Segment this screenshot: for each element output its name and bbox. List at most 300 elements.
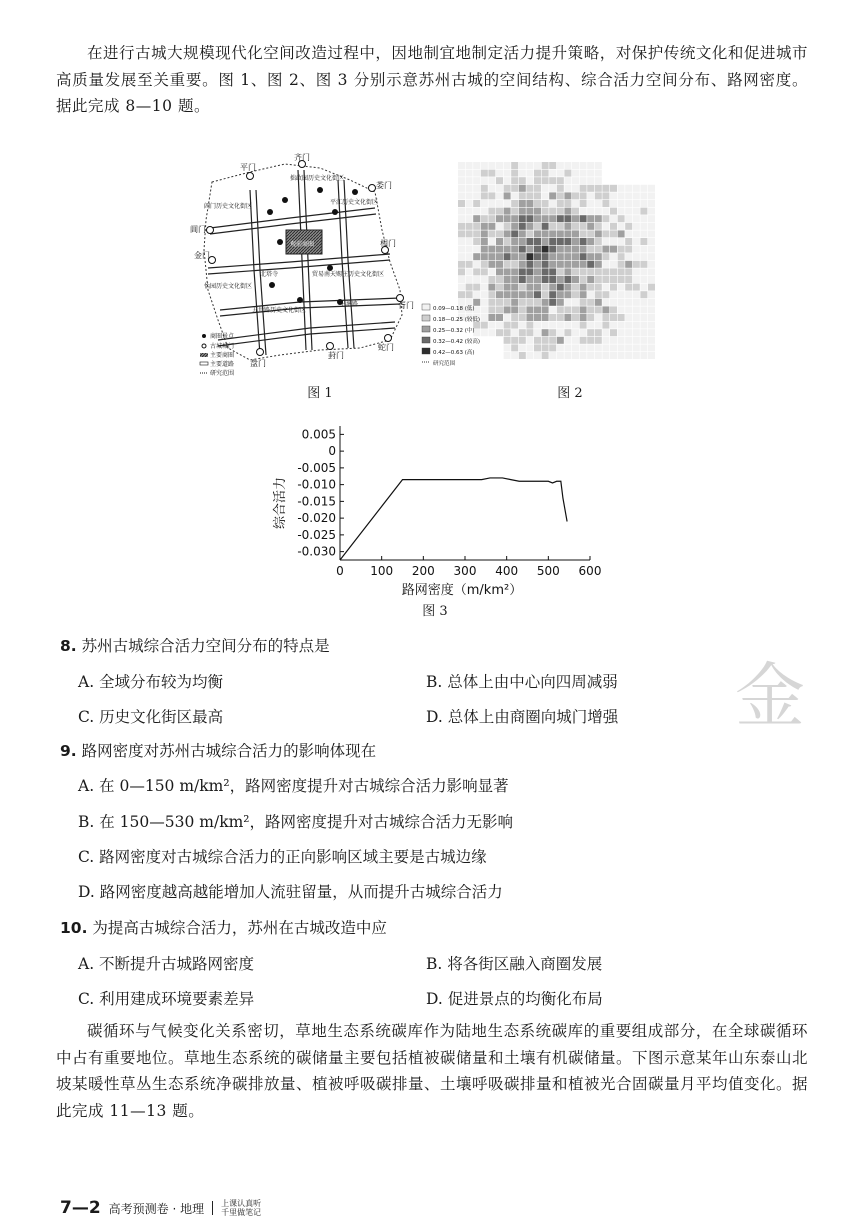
grid-cell <box>587 177 594 184</box>
grid-cell <box>595 238 602 245</box>
grid-cell <box>633 261 640 268</box>
figure-3-chart <box>262 418 602 598</box>
grid-cell <box>542 253 549 260</box>
grid-cell <box>580 230 587 237</box>
grid-cell <box>511 329 518 336</box>
grid-cell <box>633 253 640 260</box>
legend-label: 0.25—0.32 (中) <box>433 328 475 334</box>
grid-cell <box>534 246 541 253</box>
grid-cell <box>602 208 609 215</box>
grid-cell <box>557 200 564 207</box>
grid-cell <box>542 314 549 321</box>
grid-cell <box>466 162 473 169</box>
grid-cell <box>534 162 541 169</box>
grid-cell <box>595 208 602 215</box>
grid-cell <box>648 306 655 313</box>
grid-cell <box>618 337 625 344</box>
grid-cell <box>572 284 579 291</box>
grid-cell <box>633 329 640 336</box>
grid-cell <box>549 185 556 192</box>
grid-cell <box>511 223 518 230</box>
grid-cell <box>496 192 503 199</box>
grid-cell <box>648 208 655 215</box>
grid-cell <box>511 162 518 169</box>
grid-cell <box>602 215 609 222</box>
grid-cell <box>618 185 625 192</box>
grid-cell <box>534 299 541 306</box>
grid-cell <box>466 185 473 192</box>
legend-label: 0.18—0.25 (较低) <box>433 317 481 323</box>
option-c[interactable]: C. 路网密度对古城综合活力的正向影响区域主要是古城边缘 <box>78 848 487 866</box>
grid-cell <box>595 177 602 184</box>
grid-cell <box>640 185 647 192</box>
grid-cell <box>473 261 480 268</box>
grid-cell <box>496 306 503 313</box>
grid-cell <box>473 230 480 237</box>
grid-cell <box>633 223 640 230</box>
grid-cell <box>625 215 632 222</box>
grid-cell <box>519 352 526 359</box>
district-label: 天赐庄历史文化街区 <box>330 271 385 278</box>
grid-cell <box>587 261 594 268</box>
grid-cell <box>488 276 495 283</box>
grid-cell <box>549 170 556 177</box>
grid-cell <box>473 268 480 275</box>
grid-cell <box>595 162 602 169</box>
grid-cell <box>595 223 602 230</box>
grid-cell <box>526 299 533 306</box>
grid-cell <box>572 200 579 207</box>
grid-cell <box>504 291 511 298</box>
grid-cell <box>511 352 518 359</box>
grid-cell <box>610 329 617 336</box>
grid-cell <box>542 246 549 253</box>
grid-cell <box>564 200 571 207</box>
gate-label: 齐门 <box>294 153 310 162</box>
grid-cell <box>595 253 602 260</box>
legend-label: 研究范围 <box>433 361 456 367</box>
grid-cell <box>587 230 594 237</box>
option-b[interactable]: B. 在 150—530 m/km²，路网密度提升对古城综合活力无影响 <box>78 813 513 831</box>
grid-cell <box>458 299 465 306</box>
grid-cell <box>602 352 609 359</box>
grid-cell <box>564 208 571 215</box>
grid-cell <box>618 352 625 359</box>
grid-cell <box>549 215 556 222</box>
grid-cell <box>640 337 647 344</box>
grid-cell <box>648 185 655 192</box>
gate-label: 蛇门 <box>378 343 394 352</box>
grid-cell <box>572 322 579 329</box>
question-8-stem <box>60 634 330 656</box>
grid-cell <box>526 246 533 253</box>
grid-cell <box>595 170 602 177</box>
grid-cell <box>625 322 632 329</box>
grid-cell <box>610 276 617 283</box>
grid-cell <box>557 329 564 336</box>
grid-cell <box>557 185 564 192</box>
legend-swatch <box>422 315 430 321</box>
grid-cell <box>504 284 511 291</box>
grid-cell <box>519 344 526 351</box>
grid-cell <box>587 276 594 283</box>
grid-cell <box>580 268 587 275</box>
page-number: 7—2 <box>60 1198 101 1218</box>
grid-cell <box>519 329 526 336</box>
grid-cell <box>572 238 579 245</box>
grid-cell <box>564 268 571 275</box>
grid-cell <box>572 337 579 344</box>
grid-cell <box>481 291 488 298</box>
grid-cell <box>602 299 609 306</box>
grid-cell <box>610 284 617 291</box>
grid-cell <box>595 306 602 313</box>
grid-cell <box>648 284 655 291</box>
grid-cell <box>572 261 579 268</box>
grid-cell <box>458 223 465 230</box>
grid-cell <box>504 268 511 275</box>
grid-cell <box>587 185 594 192</box>
figure-2-caption: 图 2 <box>557 386 583 401</box>
grid-cell <box>526 261 533 268</box>
grid-cell <box>595 352 602 359</box>
grid-cell <box>466 268 473 275</box>
grid-cell <box>481 200 488 207</box>
grid-cell <box>602 200 609 207</box>
grid-cell <box>481 223 488 230</box>
grid-cell <box>511 170 518 177</box>
grid-cell <box>481 208 488 215</box>
grid-cell <box>549 352 556 359</box>
grid-cell <box>526 306 533 313</box>
question-number: 10. <box>60 919 88 937</box>
option-d[interactable]: D. 总体上由商圈向城门增强 <box>426 708 619 726</box>
grid-cell <box>481 185 488 192</box>
grid-cell <box>549 261 556 268</box>
grid-cell <box>519 215 526 222</box>
grid-cell <box>580 200 587 207</box>
question-text: 苏州古城综合活力空间分布的特点是 <box>81 637 330 655</box>
grid-cell <box>504 208 511 215</box>
grid-cell <box>625 352 632 359</box>
grid-cell <box>473 215 480 222</box>
grid-cell <box>519 306 526 313</box>
grid-cell <box>557 223 564 230</box>
grid-cell <box>542 306 549 313</box>
grid-cell <box>534 253 541 260</box>
grid-cell <box>542 223 549 230</box>
grid-cell <box>633 322 640 329</box>
grid-cell <box>557 246 564 253</box>
grid-cell <box>511 246 518 253</box>
grid-cell <box>481 230 488 237</box>
grid-cell <box>504 253 511 260</box>
grid-cell <box>648 337 655 344</box>
grid-cell <box>625 230 632 237</box>
grid-cell <box>633 291 640 298</box>
grid-cell <box>488 200 495 207</box>
grid-cell <box>473 238 480 245</box>
grid-cell <box>496 223 503 230</box>
grid-cell <box>587 200 594 207</box>
x-axis-label: 路网密度（m/km²） <box>401 583 523 598</box>
option-d[interactable]: D. 促进景点的均衡化布局 <box>426 990 603 1008</box>
grid-cell <box>496 170 503 177</box>
grid-cell <box>564 215 571 222</box>
grid-cell <box>496 238 503 245</box>
grid-cell <box>557 291 564 298</box>
grid-cell <box>549 192 556 199</box>
grid-cell <box>549 246 556 253</box>
x-tick-label: 100 <box>370 564 394 578</box>
grid-cell <box>534 192 541 199</box>
grid-cell <box>610 352 617 359</box>
grid-cell <box>542 291 549 298</box>
grid-cell <box>504 162 511 169</box>
grid-cell <box>496 200 503 207</box>
grid-cell <box>572 268 579 275</box>
footer-title: 高考预测卷 · 地理 <box>108 1201 205 1216</box>
grid-cell <box>640 276 647 283</box>
grid-cell <box>640 314 647 321</box>
grid-cell <box>458 200 465 207</box>
grid-cell <box>648 200 655 207</box>
grid-cell <box>564 276 571 283</box>
grid-cell <box>481 284 488 291</box>
grid-cell <box>542 200 549 207</box>
grid-cell <box>580 215 587 222</box>
grid-cell <box>557 177 564 184</box>
grid-cell <box>618 329 625 336</box>
grid-cell <box>580 299 587 306</box>
question-text: 为提高古城综合活力，苏州在古城改造中应 <box>92 919 387 937</box>
grid-cell <box>564 337 571 344</box>
grid-cell <box>648 276 655 283</box>
grid-cell <box>587 253 594 260</box>
grid-cell <box>488 177 495 184</box>
grid-cell <box>466 223 473 230</box>
y-tick-label: -0.030 <box>297 544 336 559</box>
grid-cell <box>595 322 602 329</box>
grid-cell <box>488 162 495 169</box>
grid-cell <box>572 276 579 283</box>
option-d[interactable]: D. 路网密度越高越能增加人流驻留量，从而提升古城综合活力 <box>78 883 503 901</box>
grid-cell <box>519 284 526 291</box>
grid-cell <box>473 177 480 184</box>
grid-cell <box>587 284 594 291</box>
grid-cell <box>534 208 541 215</box>
grid-cell <box>618 200 625 207</box>
grid-cell <box>473 299 480 306</box>
grid-cell <box>557 215 564 222</box>
grid-cell <box>458 238 465 245</box>
grid-cell <box>504 246 511 253</box>
grid-cell <box>534 230 541 237</box>
grid-cell <box>564 246 571 253</box>
grid-cell <box>466 230 473 237</box>
grid-cell <box>526 284 533 291</box>
grid-cell <box>610 322 617 329</box>
grid-cell <box>640 299 647 306</box>
grid-cell <box>466 208 473 215</box>
grid-cell <box>633 185 640 192</box>
grid-cell <box>504 238 511 245</box>
grid-cell <box>610 208 617 215</box>
grid-cell <box>580 238 587 245</box>
grid-cell <box>458 185 465 192</box>
grid-cell <box>640 344 647 351</box>
y-tick-label: -0.010 <box>297 477 336 492</box>
grid-cell <box>587 238 594 245</box>
grid-cell <box>618 268 625 275</box>
grid-cell <box>481 215 488 222</box>
grid-cell <box>511 215 518 222</box>
grid-cell <box>519 337 526 344</box>
option-c[interactable]: C. 历史文化街区最高 <box>78 708 224 726</box>
grid-cell <box>648 291 655 298</box>
grid-cell <box>549 291 556 298</box>
intro-paragraph-1: 在进行古城大规模现代化空间改造过程中，因地制宜地制定活力提升策略，对保护传统文化和促进城市高质量发展至关重要。图 1、图 2、图 3 分别示意苏州古城的空间结构、综合活力空间分布、路网密度。据此完成 8—10 题。 <box>56 44 808 115</box>
grid-cell <box>580 208 587 215</box>
option-a[interactable]: A. 不断提升古城路网密度 <box>78 955 255 973</box>
grid-cell <box>587 352 594 359</box>
grid-cell <box>580 185 587 192</box>
grid-cell <box>542 352 549 359</box>
option-a[interactable]: A. 在 0—150 m/km²，路网密度提升对古城综合活力影响显著 <box>78 777 509 795</box>
gate-label: 相门 <box>380 239 396 248</box>
grid-cell <box>534 170 541 177</box>
grid-cell <box>519 246 526 253</box>
grid-cell <box>572 291 579 298</box>
grid-cell <box>587 291 594 298</box>
grid-cell <box>610 268 617 275</box>
grid-cell <box>519 314 526 321</box>
grid-cell <box>511 268 518 275</box>
grid-cell <box>572 246 579 253</box>
grid-cell <box>618 230 625 237</box>
grid-cell <box>587 192 594 199</box>
grid-cell <box>458 215 465 222</box>
grid-cell <box>587 344 594 351</box>
grid-cell <box>549 238 556 245</box>
district-label: 平江历史文化街区 <box>330 199 379 206</box>
grid-cell <box>458 162 465 169</box>
grid-cell <box>580 253 587 260</box>
grid-cell <box>549 208 556 215</box>
grid-cell <box>519 185 526 192</box>
grid-cell <box>572 192 579 199</box>
grid-cell <box>488 329 495 336</box>
district-label: 北塔寺 <box>260 271 279 278</box>
grid-cell <box>534 322 541 329</box>
grid-cell <box>466 261 473 268</box>
grid-cell <box>640 306 647 313</box>
grid-cell <box>526 200 533 207</box>
grid-cell <box>610 337 617 344</box>
grid-cell <box>640 291 647 298</box>
grid-cell <box>640 230 647 237</box>
grid-cell <box>564 306 571 313</box>
option-a[interactable]: A. 全域分布较为均衡 <box>78 673 224 691</box>
grid-cell <box>572 253 579 260</box>
grid-cell <box>549 306 556 313</box>
grid-cell <box>458 170 465 177</box>
grid-cell <box>648 253 655 260</box>
grid-cell <box>618 192 625 199</box>
grid-cell <box>640 192 647 199</box>
question-text: 路网密度对苏州古城综合活力的影响体现在 <box>81 742 377 760</box>
grid-cell <box>625 208 632 215</box>
x-tick-label: 300 <box>453 564 477 578</box>
grid-cell <box>572 208 579 215</box>
grid-cell <box>564 299 571 306</box>
grid-cell <box>564 253 571 260</box>
question-number: 8. <box>60 637 77 655</box>
grid-cell <box>602 261 609 268</box>
grid-cell <box>504 230 511 237</box>
grid-cell <box>640 329 647 336</box>
grid-cell <box>549 314 556 321</box>
grid-cell <box>557 238 564 245</box>
grid-cell <box>572 299 579 306</box>
gate-label: 阊门 <box>190 225 206 234</box>
district-label: 上塘路 <box>340 301 359 308</box>
grid-cell <box>466 170 473 177</box>
grid-cell <box>519 177 526 184</box>
grid-cell <box>526 352 533 359</box>
grid-cell <box>633 208 640 215</box>
grid-cell <box>496 246 503 253</box>
grid-cell <box>473 185 480 192</box>
grid-cell <box>511 291 518 298</box>
grid-cell <box>564 162 571 169</box>
grid-cell <box>618 291 625 298</box>
option-b[interactable]: B. 总体上由中心向四周减弱 <box>426 673 618 691</box>
option-c[interactable]: C. 利用建成环境要素差异 <box>78 990 255 1008</box>
grid-cell <box>648 223 655 230</box>
legend-label: 0.32—0.42 (较高) <box>433 339 481 345</box>
grid-cell <box>633 284 640 291</box>
grid-cell <box>640 284 647 291</box>
grid-cell <box>572 352 579 359</box>
grid-cell <box>511 306 518 313</box>
grid-cell <box>496 329 503 336</box>
grid-cell <box>625 192 632 199</box>
grid-cell <box>481 299 488 306</box>
grid-cell <box>542 238 549 245</box>
grid-cell <box>526 170 533 177</box>
grid-cell <box>511 177 518 184</box>
grid-cell <box>526 268 533 275</box>
grid-cell <box>504 177 511 184</box>
grid-cell <box>549 337 556 344</box>
grid-cell <box>557 261 564 268</box>
grid-cell <box>602 306 609 313</box>
grid-cell <box>542 192 549 199</box>
grid-cell <box>542 170 549 177</box>
option-b[interactable]: B. 将各街区融入商圈发展 <box>426 955 603 973</box>
grid-cell <box>595 337 602 344</box>
grid-cell <box>587 314 594 321</box>
y-tick-label: 0 <box>328 444 336 459</box>
grid-cell <box>580 284 587 291</box>
grid-cell <box>488 223 495 230</box>
grid-cell <box>587 306 594 313</box>
question-10-stem <box>60 916 387 938</box>
grid-cell <box>458 208 465 215</box>
grid-cell <box>610 192 617 199</box>
grid-cell <box>580 162 587 169</box>
